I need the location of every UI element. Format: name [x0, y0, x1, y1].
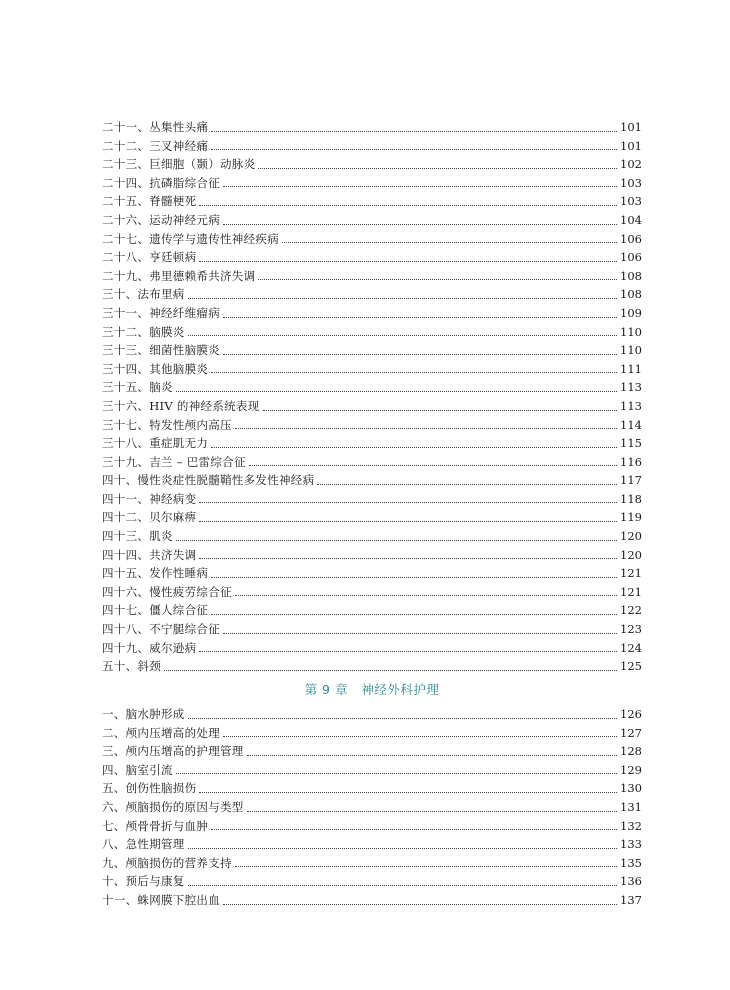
entry-title: 二十一、丛集性头痛 — [102, 120, 209, 134]
toc-entry[interactable] — [102, 155, 642, 174]
page-number: 122 — [620, 603, 642, 618]
dot-leader — [176, 390, 617, 392]
entry-title: 四十三、肌炎 — [102, 529, 173, 544]
toc-entry[interactable] — [102, 323, 642, 342]
toc-entry[interactable] — [102, 211, 642, 230]
dot-leader — [211, 148, 617, 150]
dot-leader — [282, 241, 617, 243]
toc-entry[interactable] — [102, 779, 642, 798]
dot-leader — [199, 791, 617, 793]
entry-title: 三十一、神经纤维瘤病 — [102, 305, 220, 320]
entry-title: 四十一、神经病变 — [102, 491, 197, 506]
page-number: 129 — [620, 762, 642, 777]
dot-leader — [188, 847, 617, 849]
entry-title: 六、颅脑损伤的原因与类型 — [102, 799, 244, 814]
toc-entry[interactable] — [102, 304, 642, 323]
toc-entry[interactable] — [102, 639, 642, 658]
page-number: 121 — [620, 566, 642, 581]
page-number: 103 — [620, 175, 642, 190]
page-number: 119 — [620, 510, 642, 525]
entry-title: 三十五、脑炎 — [102, 380, 173, 395]
entry-title: 三十三、细菌性脑膜炎 — [102, 343, 220, 358]
toc-entry[interactable] — [102, 118, 642, 137]
page-number: 137 — [620, 892, 642, 907]
entry-title: 五十、斜颈 — [102, 659, 161, 674]
dot-leader — [164, 669, 617, 671]
page-number: 123 — [620, 622, 642, 637]
dot-leader — [258, 167, 617, 169]
dot-leader — [223, 632, 617, 634]
chapter-number: 第 9 章 — [304, 682, 348, 697]
entry-title: 四十、慢性炎症性脱髓鞘性多发性神经病 — [102, 473, 315, 488]
page-number: 117 — [620, 473, 642, 488]
dot-leader — [188, 297, 617, 299]
toc-entry[interactable] — [102, 248, 642, 267]
entry-title: 七、颅骨骨折与血肿 — [102, 818, 209, 833]
entry-title: 四十七、僵人综合征 — [102, 603, 209, 618]
page-number: 132 — [620, 818, 642, 833]
toc-entry[interactable] — [102, 378, 642, 397]
toc-entry[interactable] — [102, 546, 642, 565]
toc-entry[interactable] — [102, 397, 642, 416]
page-number: 103 — [620, 194, 642, 209]
dot-leader — [199, 501, 617, 503]
dot-leader — [211, 130, 617, 132]
page-number: 110 — [620, 324, 642, 339]
entry-title: 九、颅脑损伤的营养支持 — [102, 855, 232, 870]
entry-title: 五、创伤性脑损伤 — [102, 781, 197, 796]
dot-leader — [188, 884, 617, 886]
dot-leader — [223, 185, 617, 187]
dot-leader — [247, 754, 617, 756]
dot-leader — [211, 576, 617, 578]
entry-title: 四、脑室引流 — [102, 762, 173, 777]
dot-leader — [223, 223, 617, 225]
toc-entry[interactable] — [102, 192, 642, 211]
dot-leader — [199, 557, 617, 559]
entry-title: 三、颅内压增高的护理管理 — [102, 744, 244, 759]
dot-leader — [211, 371, 617, 373]
toc-entry[interactable] — [102, 583, 642, 602]
page-number: 113 — [620, 398, 642, 413]
toc-entry[interactable] — [102, 508, 642, 527]
entry-title: 四十八、不宁腿综合征 — [102, 622, 220, 637]
toc-entry[interactable] — [102, 872, 642, 891]
toc-entry[interactable] — [102, 798, 642, 817]
dot-leader — [223, 316, 617, 318]
toc-entry[interactable] — [102, 490, 642, 509]
page-number: 106 — [620, 231, 642, 246]
toc-entry[interactable] — [102, 817, 642, 836]
page-number: 118 — [620, 491, 642, 506]
dot-leader — [211, 828, 617, 830]
entry-title: 三十六、HIV 的神经系统表现 — [102, 398, 260, 413]
toc-entry[interactable] — [102, 267, 642, 286]
page-number: 136 — [620, 874, 642, 889]
toc-entry[interactable] — [102, 724, 642, 743]
entry-title: 八、急性期管理 — [102, 837, 185, 852]
toc-entry[interactable] — [102, 285, 642, 304]
page-number: 109 — [620, 305, 642, 320]
toc-entry[interactable] — [102, 174, 642, 193]
entry-title: 三十八、重症肌无力 — [102, 436, 209, 451]
entry-title: 二、颅内压增高的处理 — [102, 725, 220, 740]
page-number: 116 — [620, 454, 642, 469]
dot-leader — [263, 409, 618, 411]
entry-title: 四十六、慢性疲劳综合征 — [102, 584, 232, 599]
entry-title: 三十七、特发性颅内高压 — [102, 417, 232, 432]
toc-entry[interactable] — [102, 761, 642, 780]
toc-entry[interactable] — [102, 453, 642, 472]
entry-title: 十一、蛛网膜下腔出血 — [102, 892, 220, 907]
dot-leader — [199, 650, 617, 652]
page-number: 126 — [620, 707, 642, 721]
toc-entry[interactable] — [102, 620, 642, 639]
page-number: 125 — [620, 659, 642, 674]
toc-entry[interactable] — [102, 341, 642, 360]
entry-title: 二十九、弗里德赖希共济失调 — [102, 268, 256, 283]
page-number: 115 — [620, 436, 642, 451]
page-number: 113 — [620, 380, 642, 395]
page-number: 120 — [620, 529, 642, 544]
toc-entry[interactable] — [102, 601, 642, 620]
entry-title: 十、预后与康复 — [102, 874, 185, 889]
dot-leader — [223, 903, 617, 905]
toc-entry[interactable] — [102, 527, 642, 546]
dot-leader — [211, 446, 617, 448]
toc-entry[interactable] — [102, 854, 642, 873]
page-number: 130 — [620, 781, 642, 796]
page-number: 102 — [620, 157, 642, 172]
dot-leader — [199, 520, 617, 522]
page-number: 124 — [620, 640, 642, 655]
page-number: 114 — [620, 417, 642, 432]
entry-title: 二十四、抗磷脂综合征 — [102, 175, 220, 190]
entry-title: 二十三、巨细胞（颞）动脉炎 — [102, 157, 256, 172]
page-number: 127 — [620, 725, 642, 740]
toc-entry[interactable] — [102, 742, 642, 761]
dot-leader — [223, 353, 617, 355]
toc-entry[interactable] — [102, 705, 642, 724]
dot-leader — [199, 260, 617, 262]
toc-entry[interactable] — [102, 471, 642, 490]
page-number: 104 — [620, 212, 642, 227]
page-number: 110 — [620, 343, 642, 358]
toc-list-neurosurgery — [102, 705, 642, 910]
toc-entry[interactable] — [102, 657, 642, 676]
toc-entry[interactable] — [102, 416, 642, 435]
page-number: 106 — [620, 250, 642, 265]
dot-leader — [235, 865, 617, 867]
toc-entry[interactable] — [102, 230, 642, 249]
page-number: 108 — [620, 268, 642, 283]
entry-title: 二十二、三叉神经痛 — [102, 138, 209, 153]
dot-leader — [258, 278, 617, 280]
entry-title: 四十九、威尔逊病 — [102, 640, 197, 655]
entry-title: 四十四、共济失调 — [102, 547, 197, 562]
dot-leader — [247, 810, 617, 812]
dot-leader — [317, 483, 617, 485]
dot-leader — [188, 334, 617, 336]
entry-title: 三十二、脑膜炎 — [102, 324, 185, 339]
dot-leader — [235, 427, 617, 429]
toc-entry[interactable] — [102, 137, 642, 156]
entry-title: 二十六、运动神经元病 — [102, 212, 220, 227]
page-number: 108 — [620, 287, 642, 302]
toc-entry[interactable] — [102, 564, 642, 583]
page-number: 121 — [620, 584, 642, 599]
entry-title: 二十五、脊髓梗死 — [102, 194, 197, 209]
page-number: 101 — [620, 120, 642, 134]
page-number: 128 — [620, 744, 642, 759]
entry-title: 三十四、其他脑膜炎 — [102, 361, 209, 376]
entry-title: 四十二、贝尔麻痹 — [102, 510, 197, 525]
dot-leader — [176, 539, 617, 541]
toc-entry[interactable] — [102, 360, 642, 379]
entry-title: 四十五、发作性睡病 — [102, 566, 209, 581]
dot-leader — [223, 735, 617, 737]
page-number: 111 — [620, 361, 642, 376]
entry-title: 三十、法布里病 — [102, 287, 185, 302]
entry-title: 二十七、遗传学与遗传性神经疾病 — [102, 231, 279, 246]
chapter-heading — [102, 680, 642, 698]
page-number: 101 — [620, 138, 642, 153]
chapter-title: 神经外科护理 — [361, 682, 440, 697]
page-number: 133 — [620, 837, 642, 852]
toc-entry[interactable] — [102, 434, 642, 453]
dot-leader — [249, 464, 617, 466]
dot-leader — [199, 204, 617, 206]
dot-leader — [211, 613, 617, 615]
dot-leader — [176, 772, 617, 774]
entry-title: 二十八、亨廷顿病 — [102, 250, 197, 265]
toc-entry[interactable] — [102, 835, 642, 854]
entry-title: 三十九、吉兰 – 巴雷综合征 — [102, 454, 246, 469]
page-number: 135 — [620, 855, 642, 870]
dot-leader — [188, 717, 617, 719]
dot-leader — [235, 594, 617, 596]
toc-list-neurology — [102, 118, 642, 676]
toc-entry[interactable] — [102, 891, 642, 910]
page-number: 120 — [620, 547, 642, 562]
page-number: 131 — [620, 799, 642, 814]
entry-title: 一、脑水肿形成 — [102, 707, 185, 721]
